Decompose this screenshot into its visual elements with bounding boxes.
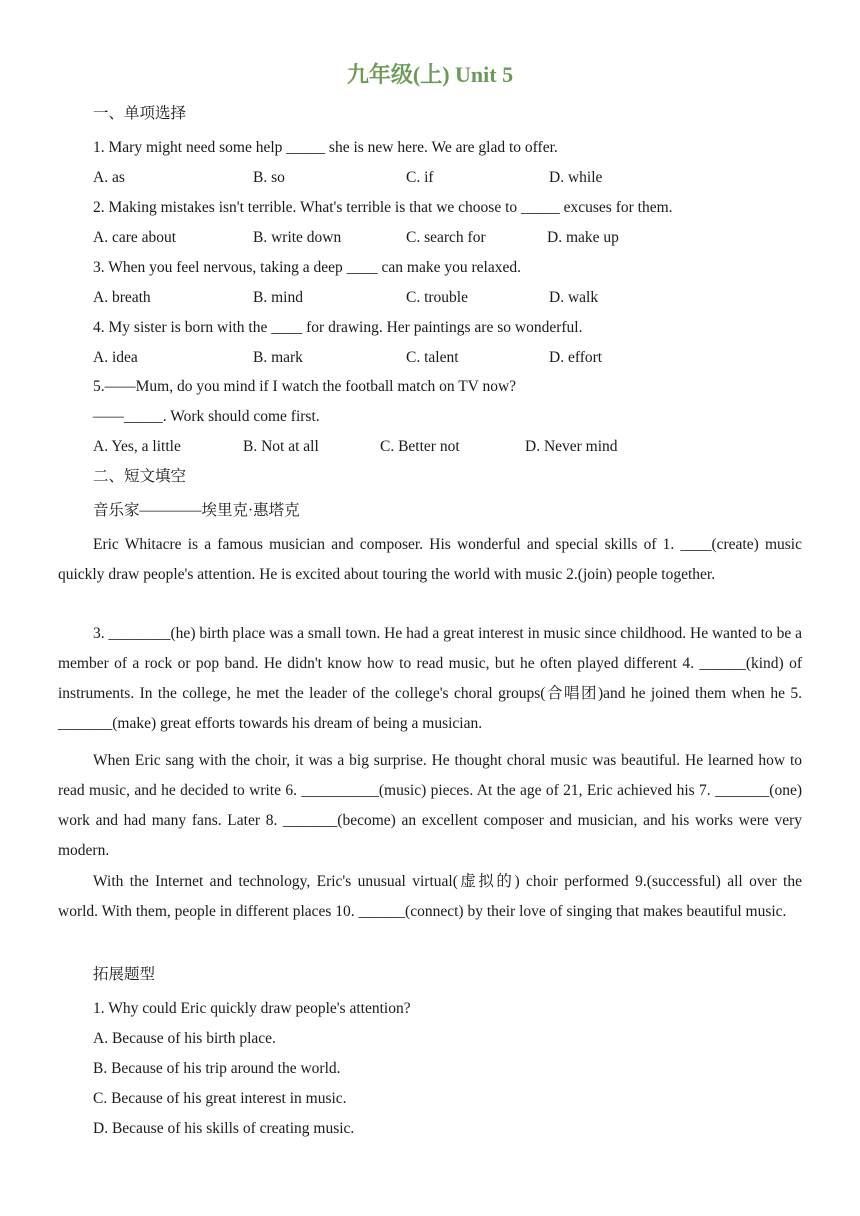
option-3a: A. breath (93, 289, 151, 306)
extension-option-d: D. Because of his skills of creating music. (93, 1120, 355, 1137)
passage-paragraph-4: With the Internet and technology, Eric's unusual virtual(虚拟的) choir performed 9.(successful) all over the world. With them, people in different places 10. ______(connect) by their love of singing that makes beautiful music. (58, 873, 802, 920)
option-4b: B. mark (253, 349, 303, 366)
passage-paragraph-2: 3. ________(he) birth place was a small town. He had a great interest in music since childhood. He wanted to be a member of a rock or pop band. He didn't know how to read music, but he often played different 4. ______(kind) of instruments. In the college, he met the leader of the college's choral groups(合唱团)and he joined them when he 5. _______(make) great efforts towards his dream of being a musician. (58, 625, 802, 732)
option-2c: C. search for (406, 229, 486, 246)
option-2b: B. write down (253, 229, 342, 246)
option-1d: D. while (549, 169, 603, 186)
page-title: 九年级(上) Unit 5 (346, 62, 514, 87)
option-1c: C. if (406, 169, 434, 186)
question-stem-2: 2. Making mistakes isn't terrible. What's terrible is that we choose to _____ excuses for them. (93, 199, 673, 216)
question-stem-4: 4. My sister is born with the ____ for drawing. Her paintings are so wonderful. (93, 319, 583, 336)
option-4a: A. idea (93, 349, 138, 366)
question-stem-1: 1. Mary might need some help _____ she is new here. We are glad to offer. (93, 139, 558, 156)
extension-option-a: A. Because of his birth place. (93, 1030, 276, 1047)
option-4c: C. talent (406, 349, 459, 366)
option-3c: C. trouble (406, 289, 468, 306)
extension-question-1: 1. Why could Eric quickly draw people's attention? (93, 1000, 411, 1017)
passage-paragraph-3: When Eric sang with the choir, it was a big surprise. He thought choral music was beautiful. He learned how to read music, and he decided to write 6. __________(music) pieces. At the age of 21, Eric achieved his 7. _______(one) work and had many fans. Later 8. _______(become) an excellent composer and musician, and his works were very modern. (58, 752, 802, 859)
option-5b: B. Not at all (243, 438, 319, 455)
option-4d: D. effort (549, 349, 603, 366)
option-1b: B. so (253, 169, 285, 186)
option-1a: A. as (93, 169, 125, 186)
question-stem-3: 3. When you feel nervous, taking a deep ____ can make you relaxed. (93, 259, 521, 276)
section-heading-extension: 拓展题型 (93, 966, 156, 983)
option-5c: C. Better not (380, 438, 460, 455)
passage-title: 音乐家————埃里克·惠塔克 (93, 502, 300, 519)
option-5d: D. Never mind (525, 438, 618, 455)
extension-option-c: C. Because of his great interest in music. (93, 1090, 347, 1107)
passage-paragraph-1: Eric Whitacre is a famous musician and composer. His wonderful and special skills of 1. ____(create) music quickly draw people's attention. He is excited about touring the world with music 2.(join) people together. (58, 536, 802, 583)
extension-option-b: B. Because of his trip around the world. (93, 1060, 341, 1077)
question-stem-5: 5.——Mum, do you mind if I watch the football match on TV now? (93, 378, 517, 395)
section-heading-multiple-choice: 一、单项选择 (93, 105, 187, 122)
option-5a: A. Yes, a little (93, 438, 181, 455)
question-stem-5-reply: ——_____. Work should come first. (93, 408, 320, 425)
option-2a: A. care about (93, 229, 177, 246)
option-3b: B. mind (253, 289, 303, 306)
option-3d: D. walk (549, 289, 599, 306)
section-heading-cloze: 二、短文填空 (93, 468, 187, 485)
option-2d: D. make up (547, 229, 619, 246)
